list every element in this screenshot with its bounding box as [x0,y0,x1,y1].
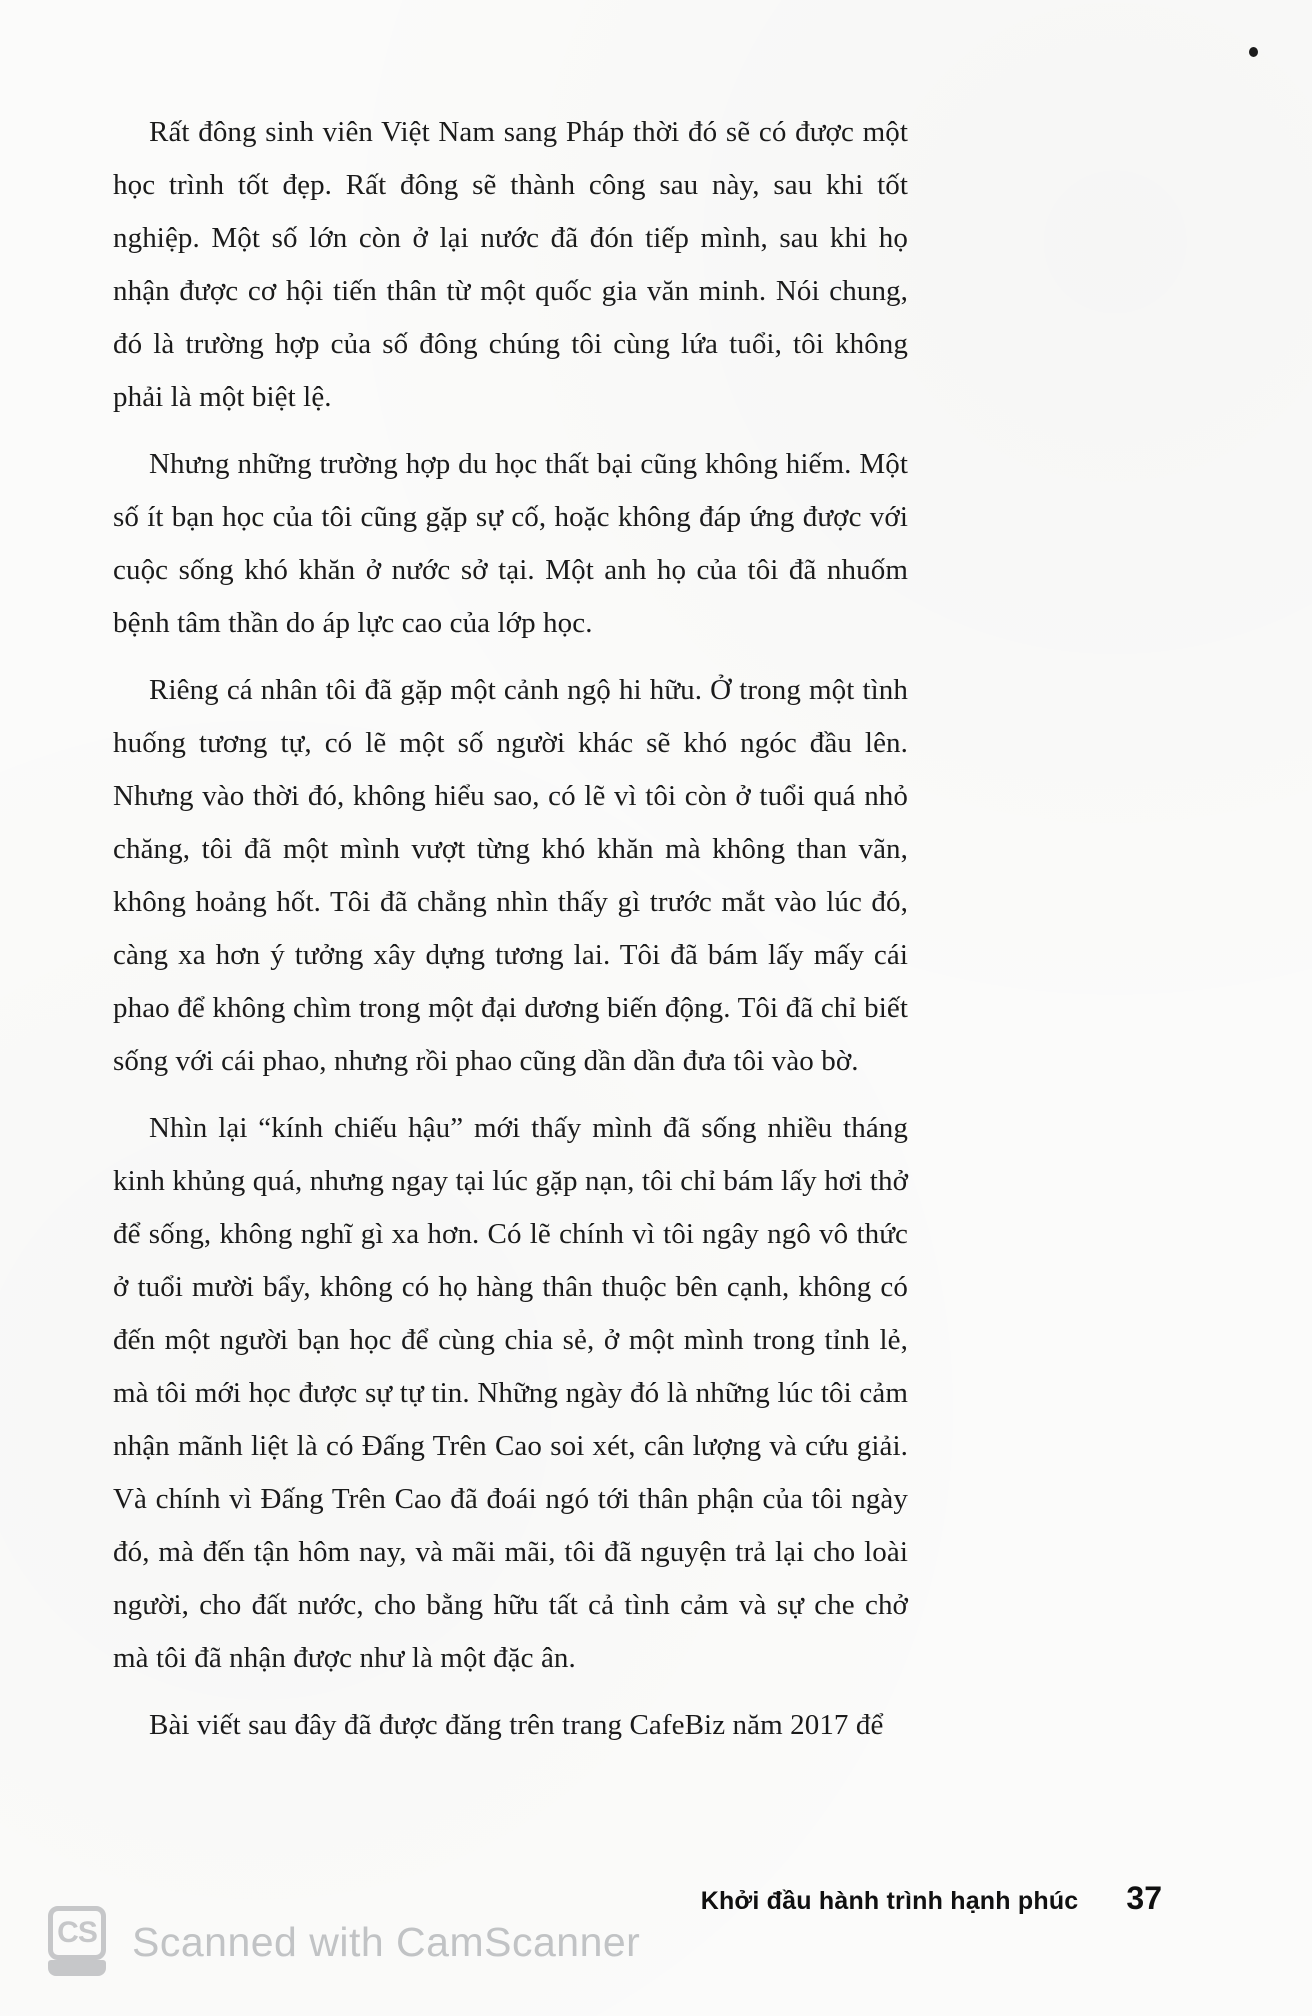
camscanner-watermark [48,1906,640,1978]
paragraph: Bài viết sau đây đã được đăng trên trang CafeBiz năm 2017 để [149,1709,884,1741]
ink-speck [1249,47,1258,57]
page-body [113,106,908,1766]
camscanner-logo-icon [48,1906,106,1960]
camscanner-logo-text: CS [57,1916,97,1949]
paragraph: Nhưng những trường hợp du học thất bại cũng không hiếm. Một số ít bạn học của tôi cũng gặp sự cố, hoặc không đáp ứng được với cuộc sống khó khăn ở nước sở tại. Một anh họ của tôi đã nhuốm bệnh tâm thần do áp lực cao của lớp học. [113,448,908,639]
running-footer [701,1880,1162,1917]
camscanner-logo-bar [48,1960,106,1976]
page-number: 37 [1126,1880,1162,1916]
paragraph: Rất đông sinh viên Việt Nam sang Pháp thời đó sẽ có được một học trình tốt đẹp. Rất đông sẽ thành công sau này, sau khi tốt nghiệp. Một số lớn còn ở lại nước đã đón tiếp mình, sau khi họ nhận được cơ hội tiến thân từ một quốc gia văn minh. Nói chung, đó là trường hợp của số đông chúng tôi cùng lứa tuổi, tôi không phải là một biệt lệ. [113,116,908,413]
watermark-label: Scanned with CamScanner [132,1918,641,1965]
chapter-title: Khởi đầu hành trình hạnh phúc [700,1887,1079,1915]
paragraph: Riêng cá nhân tôi đã gặp một cảnh ngộ hi hữu. Ở trong một tình huống tương tự, có lẽ một số người khác sẽ khó ngóc đầu lên. Nhưng vào thời đó, không hiểu sao, có lẽ vì tôi còn ở tuổi quá nhỏ chăng, tôi đã một mình vượt từng khó khăn mà không than vãn, không hoảng hốt. Tôi đã chẳng nhìn thấy gì trước mắt vào lúc đó, càng xa hơn ý tưởng xây dựng tương lai. Tôi đã bám lấy mấy cái phao để không chìm trong một đại dương biến động. Tôi đã chỉ biết sống với cái phao, nhưng rồi phao cũng dần dần đưa tôi vào bờ. [113,674,908,1077]
paragraph: Nhìn lại “kính chiếu hậu” mới thấy mình đã sống nhiều tháng kinh khủng quá, nhưng ngay tại lúc gặp nạn, tôi chỉ bám lấy hơi thở để sống, không nghĩ gì xa hơn. Có lẽ chính vì tôi ngây ngô vô thức ở tuổi mười bẩy, không có họ hàng thân thuộc bên cạnh, không có đến một người bạn học để cùng chia sẻ, ở một mình trong tỉnh lẻ, mà tôi mới học được sự tự tin. Những ngày đó là những lúc tôi cảm nhận mãnh liệt là có Đấng Trên Cao soi xét, cân lượng và cứu giải. Và chính vì Đấng Trên Cao đã đoái ngó tới thân phận của tôi ngày đó, mà đến tận hôm nay, và mãi mãi, tôi đã nguyện trả lại cho loài người, cho đất nước, cho bằng hữu tất cả tình cảm và sự che chở mà tôi đã nhận được như là một đặc ân. [113,1112,908,1674]
